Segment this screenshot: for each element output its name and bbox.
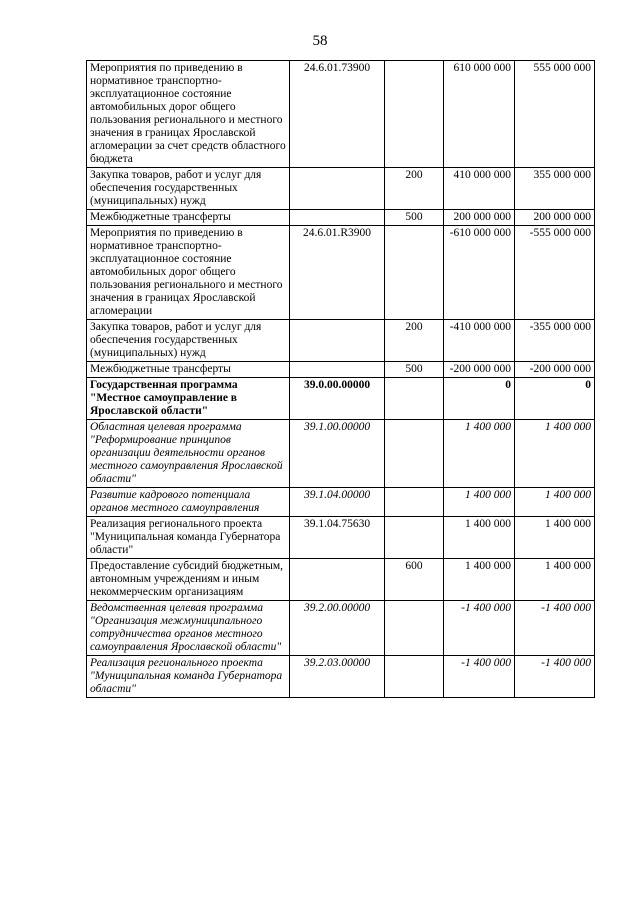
row-expense-type-cell [385,517,444,559]
row-amount-year1-cell: 1 400 000 [444,517,515,559]
table-row [87,210,595,226]
row-name-cell: Мероприятия по приведению в нормативное транспортно-эксплуатационное состояние автомобильных дорог общего пользования регионального и местного значения в границах Ярославской агломерации за счет средств областного бюджета [87,61,290,168]
row-expense-type-cell [385,226,444,320]
row-name-cell: Закупка товаров, работ и услуг для обеспечения государственных (муниципальных) нужд [87,320,290,362]
table-row [87,420,595,488]
row-code-cell [290,210,385,226]
row-amount-year1-cell: 0 [444,378,515,420]
table-row [87,656,595,698]
row-amount-year2-cell: 1 400 000 [515,559,595,601]
row-amount-year1-cell: 1 400 000 [444,420,515,488]
table-row [87,517,595,559]
row-expense-type-cell [385,656,444,698]
row-name-cell: Предоставление субсидий бюджетным, автономным учреждениям и иным некоммерческим организациям [87,559,290,601]
row-amount-year2-cell: 1 400 000 [515,488,595,517]
row-amount-year1-cell: 410 000 000 [444,168,515,210]
row-amount-year1-cell: -610 000 000 [444,226,515,320]
row-amount-year2-cell: 1 400 000 [515,517,595,559]
row-name-cell: Развитие кадрового потенциала органов местного самоуправления [87,488,290,517]
row-amount-year2-cell: -1 400 000 [515,656,595,698]
row-amount-year1-cell: 610 000 000 [444,61,515,168]
row-name-cell: Государственная программа "Местное самоуправление в Ярославской области" [87,378,290,420]
table-row [87,601,595,656]
table-row [87,226,595,320]
row-amount-year2-cell: 0 [515,378,595,420]
row-name-cell: Межбюджетные трансферты [87,362,290,378]
table-row [87,168,595,210]
row-expense-type-cell: 500 [385,362,444,378]
budget-table [86,60,595,698]
row-amount-year2-cell: 555 000 000 [515,61,595,168]
row-amount-year2-cell: 1 400 000 [515,420,595,488]
row-amount-year1-cell: 1 400 000 [444,559,515,601]
row-amount-year1-cell: -1 400 000 [444,601,515,656]
row-amount-year2-cell: -200 000 000 [515,362,595,378]
row-expense-type-cell: 500 [385,210,444,226]
budget-table-body [87,61,595,698]
row-name-cell: Ведомственная целевая программа "Организация межмуниципального сотрудничества органов местного самоуправления Ярославской области" [87,601,290,656]
row-code-cell: 39.2.00.00000 [290,601,385,656]
row-expense-type-cell: 600 [385,559,444,601]
row-code-cell: 39.1.04.75630 [290,517,385,559]
row-name-cell: Мероприятия по приведению в нормативное транспортно-эксплуатационное состояние автомобильных дорог общего пользования регионального и местного значения в границах Ярославской агломерации [87,226,290,320]
row-expense-type-cell [385,601,444,656]
row-code-cell [290,320,385,362]
row-expense-type-cell: 200 [385,320,444,362]
row-name-cell: Межбюджетные трансферты [87,210,290,226]
row-code-cell [290,362,385,378]
row-amount-year2-cell: 355 000 000 [515,168,595,210]
page-number: 58 [312,33,328,49]
row-code-cell [290,168,385,210]
table-row [87,362,595,378]
row-amount-year2-cell: -355 000 000 [515,320,595,362]
row-expense-type-cell [385,61,444,168]
row-expense-type-cell: 200 [385,168,444,210]
table-row [87,559,595,601]
row-amount-year1-cell: 200 000 000 [444,210,515,226]
row-code-cell: 39.1.04.00000 [290,488,385,517]
row-code-cell: 39.2.03.00000 [290,656,385,698]
row-amount-year2-cell: -1 400 000 [515,601,595,656]
row-name-cell: Реализация регионального проекта "Муниципальная команда Губернатора области" [87,517,290,559]
row-code-cell: 39.1.00.00000 [290,420,385,488]
row-code-cell: 24.6.01.73900 [290,61,385,168]
row-amount-year2-cell: 200 000 000 [515,210,595,226]
table-row [87,320,595,362]
table-row [87,488,595,517]
row-amount-year2-cell: -555 000 000 [515,226,595,320]
row-amount-year1-cell: -410 000 000 [444,320,515,362]
row-name-cell: Закупка товаров, работ и услуг для обеспечения государственных (муниципальных) нужд [87,168,290,210]
row-amount-year1-cell: -1 400 000 [444,656,515,698]
row-expense-type-cell [385,488,444,517]
row-code-cell: 24.6.01.R3900 [290,226,385,320]
table-row [87,61,595,168]
row-expense-type-cell [385,378,444,420]
row-code-cell [290,559,385,601]
row-code-cell: 39.0.00.00000 [290,378,385,420]
row-expense-type-cell [385,420,444,488]
row-amount-year1-cell: 1 400 000 [444,488,515,517]
table-row [87,378,595,420]
row-name-cell: Реализация регионального проекта "Муниципальная команда Губернатора области" [87,656,290,698]
row-name-cell: Областная целевая программа "Реформирование принципов организации деятельности органов местного самоуправления Ярославской области" [87,420,290,488]
row-amount-year1-cell: -200 000 000 [444,362,515,378]
